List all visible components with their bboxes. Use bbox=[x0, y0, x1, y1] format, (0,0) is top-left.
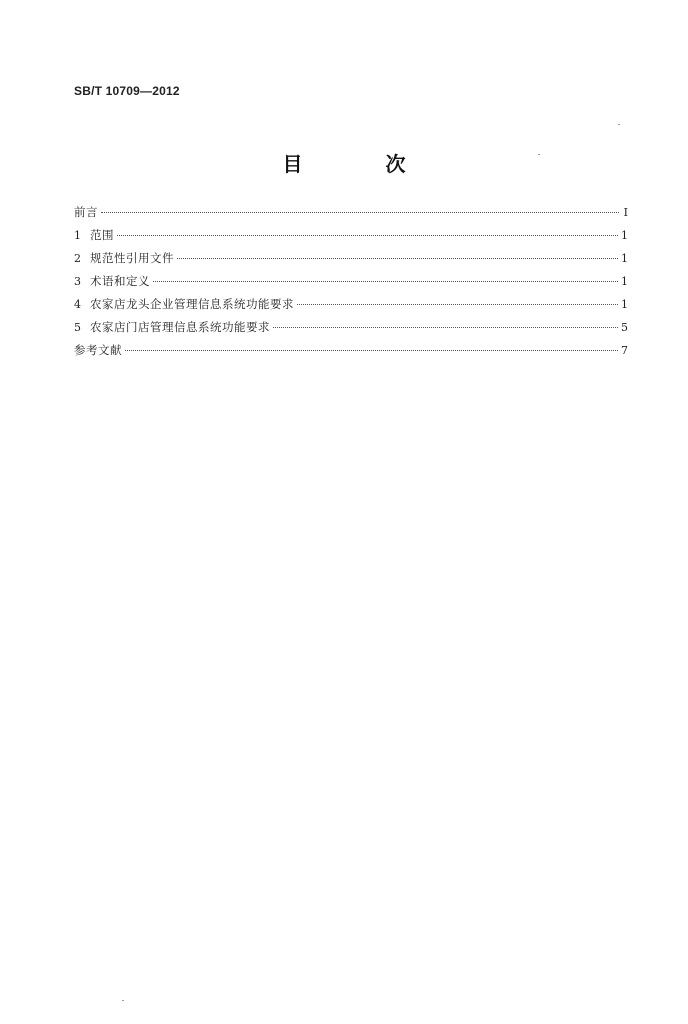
toc-entry-text: 参考文献 bbox=[74, 343, 122, 357]
toc-entry-terms-definitions[interactable] bbox=[74, 273, 628, 296]
table-of-contents bbox=[74, 204, 628, 365]
toc-entry-text: 范围 bbox=[90, 228, 114, 242]
toc-section-number: 5 bbox=[74, 321, 81, 334]
toc-section-number: 1 bbox=[74, 229, 81, 242]
toc-entry-leading-enterprise-requirements[interactable] bbox=[74, 296, 628, 319]
dot-leader bbox=[153, 281, 618, 282]
toc-section-number: 3 bbox=[74, 275, 81, 288]
toc-page-number: 7 bbox=[621, 344, 628, 357]
toc-section-number: 4 bbox=[74, 298, 81, 311]
toc-entry-normative-references[interactable] bbox=[74, 250, 628, 273]
scan-speck bbox=[122, 1000, 124, 1001]
toc-page-number: 5 bbox=[621, 321, 628, 334]
toc-entry-text: 术语和定义 bbox=[90, 274, 150, 288]
scan-speck bbox=[618, 124, 620, 125]
toc-page-number: 1 bbox=[621, 298, 628, 311]
toc-entry-text: 前言 bbox=[74, 205, 98, 219]
standard-code: SB/T 10709—2012 bbox=[74, 84, 180, 98]
toc-entry-scope[interactable] bbox=[74, 227, 628, 250]
toc-section-number: 2 bbox=[74, 252, 81, 265]
toc-page-number: I bbox=[623, 206, 628, 219]
dot-leader bbox=[177, 258, 618, 259]
dot-leader bbox=[125, 350, 618, 351]
dot-leader bbox=[273, 327, 618, 328]
toc-entry-text: 农家店龙头企业管理信息系统功能要求 bbox=[90, 297, 294, 311]
toc-entry-text: 规范性引用文件 bbox=[90, 251, 174, 265]
dot-leader bbox=[101, 212, 619, 213]
toc-page-number: 1 bbox=[621, 252, 628, 265]
toc-entry-text: 农家店门店管理信息系统功能要求 bbox=[90, 320, 270, 334]
toc-entry-bibliography[interactable] bbox=[74, 342, 628, 365]
toc-entry-foreword[interactable] bbox=[74, 204, 628, 227]
page-title: 目 次 bbox=[282, 152, 444, 176]
toc-entry-store-requirements[interactable] bbox=[74, 319, 628, 342]
scan-speck bbox=[538, 154, 540, 155]
toc-page-number: 1 bbox=[621, 275, 628, 288]
toc-page-number: 1 bbox=[621, 229, 628, 242]
dot-leader bbox=[297, 304, 618, 305]
dot-leader bbox=[117, 235, 618, 236]
